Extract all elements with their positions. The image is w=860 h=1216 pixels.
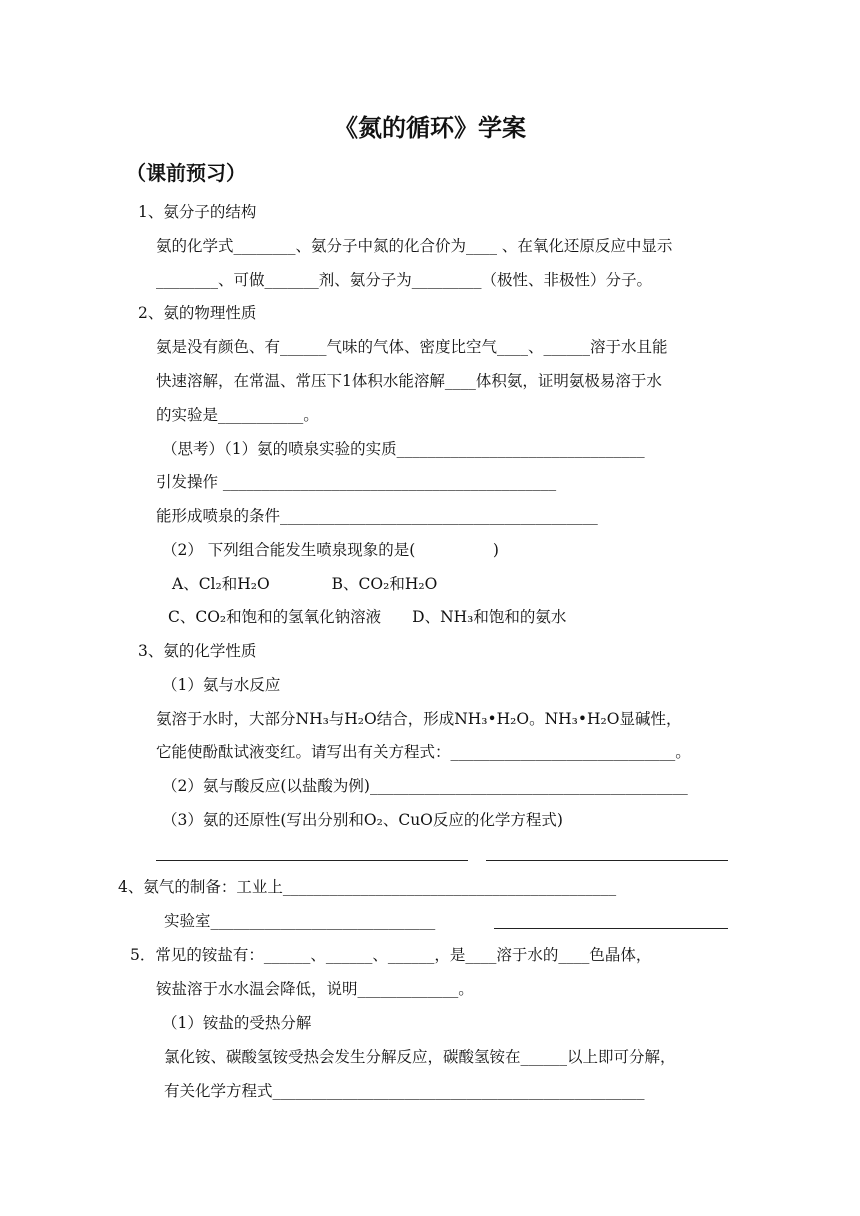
text-line: 引发操作 ___________________________________________ <box>156 473 557 491</box>
text-line: 2、氨的物理性质 <box>138 304 257 322</box>
text-line: 氨是没有颜色、有______气味的气体、密度比空气____、______溶于水且能 <box>156 338 668 356</box>
text-line: A、Cl₂和H₂O B、CO₂和H₂O <box>172 575 438 593</box>
text-line: （2） 下列组合能发生喷泉现象的是( ) <box>162 541 499 559</box>
text-line: 实验室_____________________________ <box>164 912 436 930</box>
text-line: 铵盐溶于水水温会降低，说明_____________。 <box>156 980 474 998</box>
text-line: 能形成喷泉的条件_________________________________________ <box>156 507 598 525</box>
text-line: 1、氨分子的结构 <box>138 203 257 221</box>
answer-blank[interactable] <box>156 860 468 861</box>
text-line: （3）氨的还原性(写出分别和O₂、CuO反应的化学方程式) <box>162 811 563 829</box>
text-line: 5．常见的铵盐有：______、______、______，是____溶于水的____色晶体， <box>130 946 652 964</box>
text-line: ________、可做_______剂、氨分子为_________（极性、非极性）分子。 <box>156 271 653 289</box>
text-line: 它能使酚酞试液变红。请写出有关方程式：_____________________________。 <box>156 743 691 761</box>
answer-blank[interactable] <box>494 928 728 929</box>
document-title: 《氮的循环》学案 <box>334 114 526 142</box>
text-line: 氯化铵、碳酸氢铵受热会发生分解反应，碳酸氢铵在______以上即可分解， <box>164 1048 676 1066</box>
text-line: （思考）（1）氨的喷泉实验的实质________________________________ <box>162 440 645 458</box>
text-line: 3、氨的化学性质 <box>138 642 257 660</box>
text-line: 快速溶解，在常温、常压下1体积水能溶解____体积氨，证明氨极易溶于水 <box>156 372 662 390</box>
section-heading: （课前预习） <box>126 161 246 185</box>
text-line: （2）氨与酸反应(以盐酸为例)_________________________________________ <box>162 777 688 795</box>
text-line: （1）氨与水反应 <box>162 676 281 694</box>
text-line: 氨溶于水时，大部分NH₃与H₂O结合，形成NH₃•H₂O。NH₃•H₂O显碱性， <box>156 710 682 728</box>
text-line: 有关化学方程式________________________________________________ <box>164 1082 645 1100</box>
answer-blank[interactable] <box>486 860 728 861</box>
text-line: 氨的化学式________、氨分子中氮的化合价为____ 、在氧化还原反应中显示 <box>156 237 673 255</box>
text-line: 4、氨气的制备：工业上___________________________________________ <box>118 878 617 896</box>
text-line: C、CO₂和饱和的氢氧化钠溶液 D、NH₃和饱和的氨水 <box>168 608 567 626</box>
text-line: （1）铵盐的受热分解 <box>162 1014 312 1032</box>
text-line: 的实验是___________。 <box>156 406 319 424</box>
